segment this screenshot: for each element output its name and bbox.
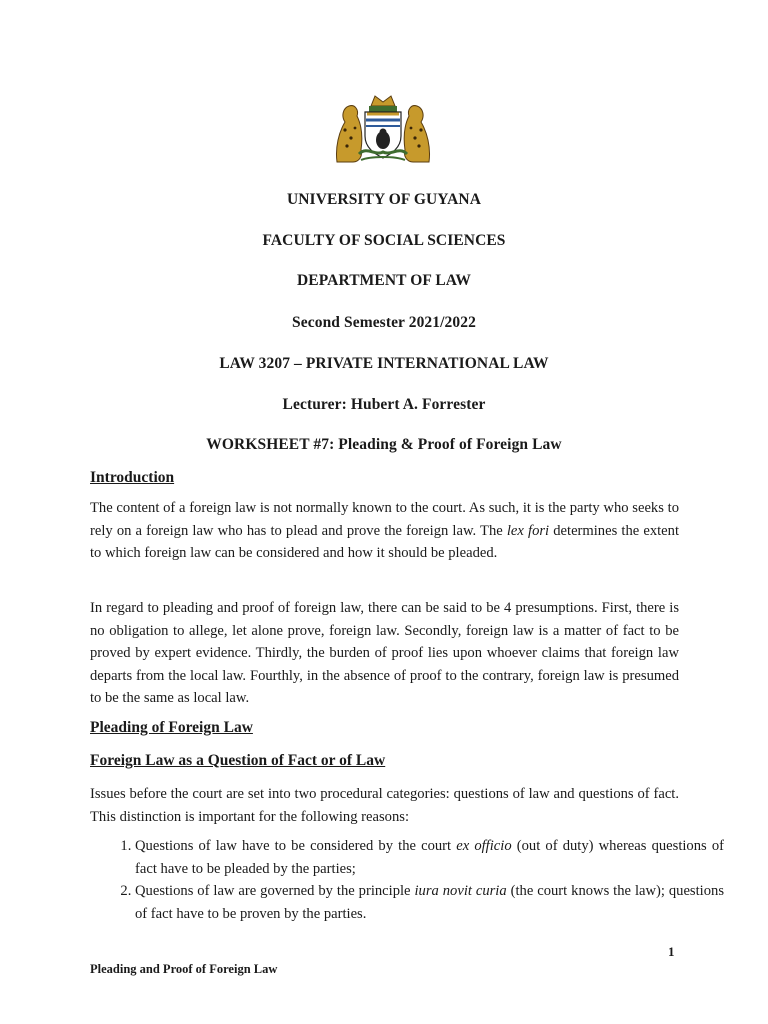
faculty-name: FACULTY OF SOCIAL SCIENCES — [262, 232, 506, 249]
page-footer: Pleading and Proof of Foreign Law — [90, 962, 278, 976]
intro-paragraph-1: The content of a foreign law is not normally known to the court. As such, it is the party who seeks to rely on a foreign law who has to plead and prove the foreign law. The lex fori determines the extent to which foreign law can be considered and how it should be pleaded. — [90, 500, 679, 561]
reasons-list — [90, 835, 724, 925]
intro-paragraph-2: In regard to pleading and proof of foreign law, there can be said to be 4 presumptions. First, there is no obligation to allege, let alone prove, foreign law. Secondly, foreign law is a matter of fact to be proved by expert evidence. Thirdly, the burden of proof lies upon whoever claims that foreign law departs from the local law. Fourthly, in the absence of proof to the contrary, foreign law is presumed to be the same as local law. — [90, 600, 679, 706]
worksheet-title: WORKSHEET #7: Pleading & Proof of Foreign Law — [206, 436, 562, 453]
page-number: 1 — [668, 944, 675, 959]
list-item: 2. Questions of law are governed by the principle iura novit curia (the court knows the law); questions of fact have to be proven by the parties. — [135, 880, 724, 925]
fact-or-law-heading: Foreign Law as a Question of Fact or of Law — [90, 752, 386, 769]
fact-paragraph: Issues before the court are set into two procedural categories: questions of law and questions of fact. This distinction is important for the following reasons: — [90, 786, 679, 825]
lecturer: Lecturer: Hubert A. Forrester — [282, 396, 486, 413]
semester: Second Semester 2021/2022 — [292, 314, 476, 331]
list-item: 1. Questions of law have to be considered by the court ex officio (out of duty) whereas questions of fact have to be pleaded by the parties; — [135, 835, 724, 880]
pleading-heading: Pleading of Foreign Law — [90, 719, 253, 736]
introduction-heading: Introduction — [90, 469, 175, 486]
department-name: DEPARTMENT OF LAW — [297, 272, 471, 289]
university-name: UNIVERSITY OF GUYANA — [286, 191, 482, 208]
university-crest-icon — [331, 92, 435, 166]
course-title: LAW 3207 – PRIVATE INTERNATIONAL LAW — [219, 355, 549, 372]
